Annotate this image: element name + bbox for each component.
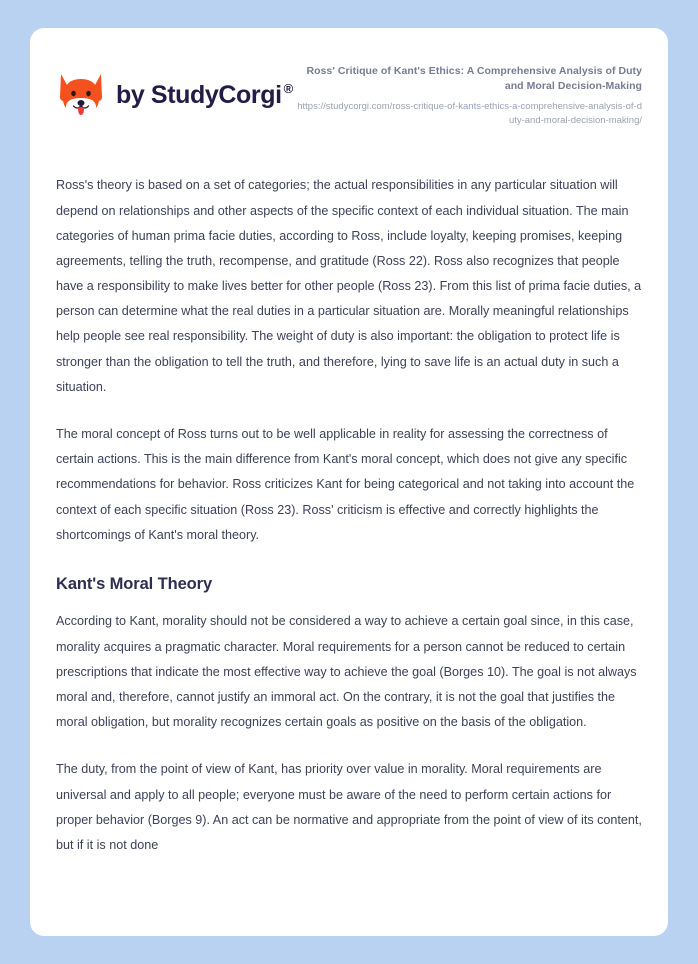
document-title: Ross' Critique of Kant's Ethics: A Comprehensive Analysis of Duty and Moral Decision-Making: [306, 65, 642, 92]
document-url[interactable]: https://studycorgi.com/ross-critique-of-kants-ethics-a-comprehensive-analysis-of-duty-and-moral-decision-making/: [297, 100, 642, 126]
document-body: [30, 173, 668, 858]
body-paragraph: According to Kant, morality should not be considered a way to achieve a certain goal since, in this case, morality acquires a pragmatic character. Moral requirements for a person cannot be reduced to certain prescriptions that indicate the most effective way to achieve the goal (Borges 10). The goal is not always moral and, therefore, cannot justify an immoral act. On the contrary, it is not the goal that justifies the moral obligation, but morality recognizes certain goals as positive on the basis of the obligation.: [56, 614, 637, 730]
document-header: [30, 28, 668, 127]
document-card: [30, 28, 668, 936]
document-meta: [293, 62, 642, 127]
brand-logo-group: [56, 62, 293, 120]
section-heading: Kant's Moral Theory: [56, 574, 213, 593]
brand-name-text: by StudyCorgi: [116, 80, 282, 109]
brand-wordmark: [116, 81, 293, 110]
body-paragraph: The moral concept of Ross turns out to be well applicable in reality for assessing the correctness of certain actions. This is the main difference from Kant's moral concept, which does not give any specific recommendations for behavior. Ross criticizes Kant for being categorical and not taking into account the context of each specific situation (Ross 23). Ross' criticism is effective and correctly highlights the shortcomings of Kant's moral theory.: [56, 427, 635, 542]
registered-trademark-icon: ®: [283, 81, 293, 97]
corgi-logo-icon: [56, 70, 106, 120]
body-paragraph: Ross's theory is based on a set of categories; the actual responsibilities in any particular situation will depend on relationships and other aspects of the specific context of each individual situation. The main categories of human prima facie duties, according to Ross, include loyalty, keeping promises, keeping agreements, telling the truth, recompense, and gratitude (Ross 22). Ross also recognizes that people have a responsibility to make lives better for other people (Ross 23). From this list of prima facie duties, a person can determine what the real duties in a particular situation are. Morally meaningful relationships help people see real responsibility. The weight of duty is also important: the obligation to protect life is stronger than the obligation to tell the truth, and therefore, lying to save life is an actual duty in such a situation.: [56, 178, 642, 394]
body-paragraph: The duty, from the point of view of Kant, has priority over value in morality. Moral requirements are universal and apply to all people; everyone must be aware of the need to perform certain actions for proper behavior (Borges 9). An act can be normative and appropriate from the point of view of its content, but if it is not done: [56, 762, 642, 852]
